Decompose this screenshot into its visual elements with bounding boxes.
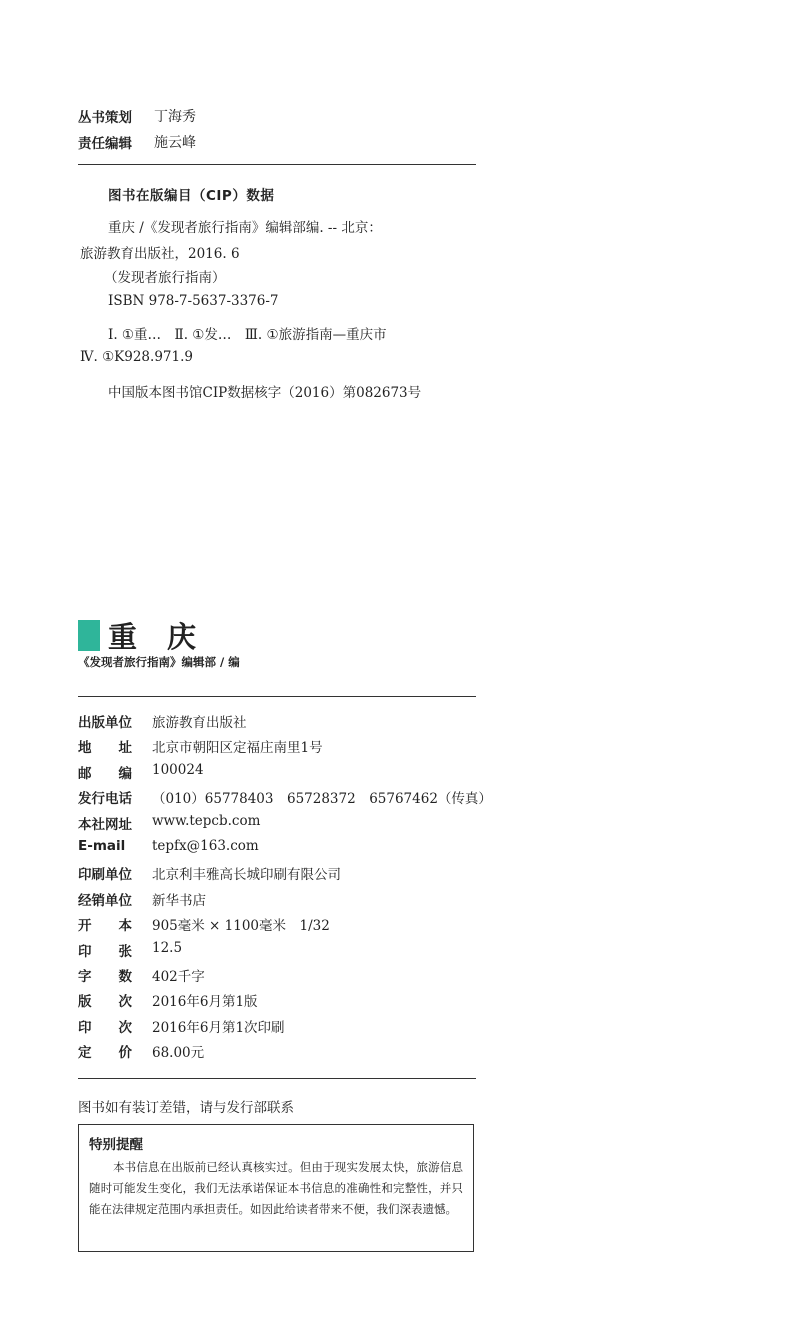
cip-line-2: 旅游教育出版社，2016. 6 [80,246,240,262]
publication-row-label: 印 次 [78,1019,132,1036]
publication-row [78,736,323,756]
cip-line-1: 重庆 /《发现者旅行指南》编辑部编. -- 北京： [108,220,382,236]
publication-row-value: 100024 [152,761,204,778]
publication-row-value: 旅游教育出版社 [152,715,247,731]
publication-row [78,711,247,731]
series-planner-row [78,106,196,126]
reminder-title: 特别提醒 [89,1137,143,1153]
publication-row-value: 2016年6月第1版 [152,994,258,1011]
publication-row-label: 定 价 [78,1045,132,1062]
publication-row [78,787,492,807]
publication-row-value: 新华书店 [152,892,206,909]
divider-middle [78,696,476,697]
publication-row [78,762,204,782]
publication-row-label: 地 址 [78,740,132,757]
binding-notice: 图书如有装订差错，请与发行部联系 [78,1100,294,1116]
publication-row [78,940,182,960]
publication-row-label: 开 本 [78,918,132,935]
cip-line-6: Ⅳ. ①K928.971.9 [80,349,193,365]
book-subtitle: 《发现者旅行指南》编辑部 / 编 [78,655,240,669]
publication-row [78,914,330,934]
publication-row [78,965,205,985]
publication-row-label: 出版单位 [78,715,132,731]
reminder-text: 本书信息在出版前已经认真核实过。但由于现实发展太快，旅游信息随时可能发生变化，我们无法承诺保证本书信息的准确性和完整性，并只能在法律规定范围内承担责任。如因此给读者带来不便，我们深表遗憾。 [89,1160,463,1216]
publication-row [78,838,259,854]
cip-line-7: 中国版本图书馆CIP数据核字（2016）第082673号 [108,385,422,401]
publication-row-value: www.tepcb.com [152,812,261,829]
publication-row-value: 68.00元 [152,1045,205,1062]
cip-line-3: （发现者旅行指南） [104,270,226,286]
publication-row-label: 本社网址 [78,816,132,833]
cip-line-4: ISBN 978-7-5637-3376-7 [108,293,279,309]
publication-row-value: tepfx@163.com [152,838,259,854]
publication-row [78,813,260,833]
publication-row [78,1041,204,1061]
publication-row-value: 北京市朝阳区定福庄南里1号 [152,740,323,757]
publication-row [78,889,206,909]
publication-row-label: 发行电话 [78,791,132,808]
publication-row-label: 版 次 [78,994,132,1011]
book-title: 重庆 [108,620,227,654]
publication-row-value: 402千字 [152,969,205,985]
publication-row-label: 邮 编 [78,765,132,782]
publication-row-label: E-mail [78,838,126,854]
series-planner-label: 丛书策划 [78,110,132,126]
divider-top [78,164,476,165]
publication-row-label: 印 张 [78,943,132,960]
series-planner-value: 丁海秀 [154,109,196,125]
publication-row-value: 905毫米 × 1100毫米 1/32 [152,918,330,935]
publication-row-label: 经销单位 [78,892,132,909]
reminder-box [78,1124,474,1252]
publication-row-value: 12.5 [152,939,183,956]
publication-row-value: 2016年6月第1次印刷 [152,1019,285,1036]
editor-row [78,132,196,152]
publication-row [78,990,258,1010]
publication-row-value: （010）65778403 65728372 65767462（传真） [152,791,492,808]
editor-label: 责任编辑 [78,136,132,152]
divider-bottom [78,1078,476,1079]
cip-line-5: Ⅰ. ①重… Ⅱ. ①发… Ⅲ. ①旅游指南—重庆市 [108,327,387,343]
publication-row [78,1016,285,1036]
publication-row [78,863,341,883]
editor-value: 施云峰 [154,135,196,151]
publication-row-value: 北京利丰雅高长城印刷有限公司 [152,867,341,884]
publication-row-label: 字 数 [78,969,132,985]
cip-title: 图书在版编目（CIP）数据 [108,188,275,204]
title-accent-bar [78,620,100,651]
publication-row-label: 印刷单位 [78,867,132,884]
